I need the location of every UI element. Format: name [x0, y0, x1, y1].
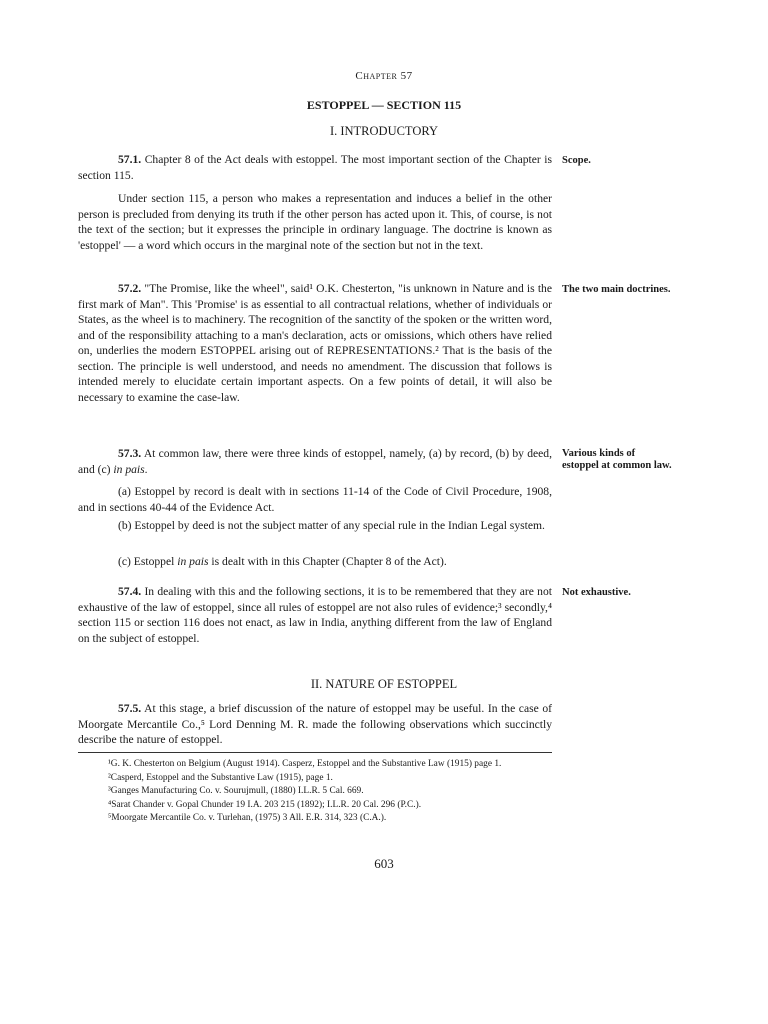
para-text: In dealing with this and the following sections, it is to be remembered that they are not exhaustive of the law of estoppel, since all rules of estoppel are not also rules of evidence;³ secondly,⁴ section 115 or section 116 does not enact, as law in India, anything different from the law of England on the subject of estoppel. — [78, 585, 552, 645]
para-text: is dealt with in this Chapter (Chapter 8 of the Act). — [208, 555, 447, 568]
subparagraph-c — [78, 554, 552, 570]
paragraph-57-1-continued — [78, 191, 552, 253]
chapter-title: ESTOPPEL — SECTION 115 — [306, 98, 462, 112]
footnote-3: ³Ganges Manufacturing Co. v. Sourujmull, (1880) I.L.R. 5 Cal. 669. — [108, 786, 364, 796]
footnote-1: ¹G. K. Chesterton on Belgium (August 1914). Casperz, Estoppel and the Substantive Law (1915) page 1. — [108, 759, 502, 769]
subparagraph-b — [78, 518, 552, 534]
footnote-5: ⁵Moorgate Mercantile Co. v. Turlehan, (1975) 3 All. E.R. 314, 323 (C.A.). — [108, 813, 387, 823]
footnotes — [78, 758, 552, 826]
margin-note-not-exhaustive: Not exhaustive. — [562, 587, 631, 598]
para-text: Under section 115, a person who makes a representation and induces a belief in the other person is precluded from denying its truth if the other person has acted upon it. This, of course, is not the text of the section; but it expresses the principle in ordinary language. The doctrine is known as 'estoppel' — a word which occurs in the marginal note of the section but not in the text. — [78, 192, 552, 252]
paragraph-57-1 — [78, 152, 552, 183]
para-italic: in pais — [177, 555, 209, 568]
footnote-divider — [78, 752, 552, 753]
chapter-heading: Chapter 57 — [355, 70, 413, 82]
para-text: Chapter 8 of the Act deals with estoppel. The most important section of the Chapter is section 115. — [78, 153, 552, 182]
para-text: (a) Estoppel by record is dealt with in sections 11-14 of the Code of Civil Procedure, 1908, and in sections 40-44 of the Evidence Act. — [78, 485, 552, 514]
para-text: (c) Estoppel — [118, 555, 178, 568]
subparagraph-a — [78, 484, 552, 515]
footnote-2: ²Casperd, Estoppel and the Substantive Law (1915), page 1. — [108, 772, 333, 783]
para-text: . — [144, 462, 148, 476]
para-number: 57.1. — [118, 153, 142, 166]
para-text: (b) Estoppel by deed is not the subject matter of any special rule in the Indian Legal system. — [118, 519, 545, 532]
para-text: At common law, there were three kinds of estoppel, namely, (a) by record, (b) by deed, and (c) — [78, 447, 553, 476]
paragraph-57-4 — [78, 584, 552, 646]
page-number: 603 — [374, 856, 394, 871]
para-text: "The Promise, like the wheel", said¹ O.K. Chesterton, "is unknown in Nature and is the first mark of Man". This 'Promise' is as essential to all contractual relations, whether of individuals or States, as the wheel is to machinery. The recognition of the sanctity of the spoken or the written word, and of the responsibility attaching to a man's declaration, acts or omissions, which others have relied on, underlies the modern ESTOPPEL arising out of REPRESENTATIONS.² That is the basis of the section. The principle is well understood, and needs no amendment. The discussion that follows is intended merely to elucidate certain important aspects. On a few points of detail, it will also be necessary to examine the case-law. — [78, 282, 552, 404]
section-heading-nature: II. NATURE OF ESTOPPEL — [310, 677, 458, 691]
para-italic: in pais — [113, 462, 145, 476]
para-number: 57.2. — [118, 282, 142, 295]
section-heading-introductory: I. INTRODUCTORY — [329, 124, 439, 138]
paragraph-57-2 — [78, 281, 552, 405]
margin-note-various-kinds: Various kinds of estoppel at common law. — [562, 448, 672, 471]
paragraph-57-5 — [78, 701, 552, 748]
para-number: 57.5. — [118, 702, 142, 715]
margin-note-scope: Scope. — [562, 155, 591, 166]
margin-note-two-doctrines: The two main doctrines. — [562, 284, 671, 295]
para-number: 57.4. — [118, 585, 142, 598]
para-number: 57.3. — [118, 447, 142, 460]
paragraph-57-3 — [78, 446, 552, 477]
para-text: At this stage, a brief discussion of the nature of estoppel may be useful. In the case of Moorgate Mercantile Co.,⁵ Lord Denning M. R. made the following observations which succinctly describe the nature of estoppel. — [78, 702, 552, 746]
footnote-4: ⁴Sarat Chander v. Gopal Chunder 19 I.A. 203 215 (1892); I.L.R. 20 Cal. 296 (P.C.). — [108, 799, 422, 810]
